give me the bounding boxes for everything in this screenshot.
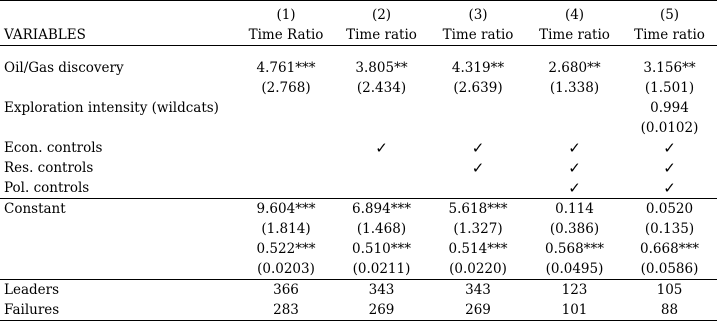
coefficient-cell: 0.514*** (448, 241, 508, 257)
checkmark-icon: ✓ (527, 178, 622, 199)
header-numbers-row (0, 1, 717, 26)
table-row (0, 219, 717, 239)
table-row (0, 58, 717, 78)
checkmark-icon: ✓ (471, 139, 485, 157)
checkmark-icon: ✓ (568, 159, 581, 177)
standard-error-cell: (0.135) (644, 221, 695, 237)
count-cell: 101 (527, 300, 622, 321)
header-labels-row (0, 25, 717, 46)
coefficient-cell: 0.568*** (545, 241, 604, 257)
count-cell: 88 (622, 300, 717, 321)
standard-error-cell (334, 118, 429, 138)
checkmark-icon (238, 178, 334, 199)
standard-error-cell: (1.501) (644, 80, 695, 96)
checkmark-icon (429, 178, 527, 199)
count-cell: 283 (238, 300, 334, 321)
count-cell: 269 (334, 300, 429, 321)
coefficient-cell (334, 98, 429, 118)
standard-error-cell: (1.468) (356, 221, 407, 237)
standard-error-cell (527, 118, 622, 138)
standard-error-cell: (2.768) (261, 80, 311, 96)
checkmark-icon: ✓ (663, 139, 676, 157)
table-row (0, 259, 717, 280)
count-cell: 343 (465, 282, 491, 298)
table-row (0, 158, 717, 178)
standard-error-cell: (0.386) (549, 221, 600, 237)
variables-header: VARIABLES (0, 25, 238, 46)
count-cell: 123 (561, 282, 588, 298)
row-label: Constant (4, 201, 66, 217)
column-number: (2) (334, 1, 429, 26)
spacer-row (0, 46, 717, 59)
column-label: Time ratio (334, 25, 429, 46)
row-label: Econ. controls (4, 140, 103, 156)
column-label: Time Ratio (238, 25, 334, 46)
coefficient-cell: 3.805** (355, 60, 408, 76)
row-label: Leaders (4, 282, 60, 298)
coefficient-cell: 0.522*** (256, 241, 316, 257)
column-number: (4) (527, 1, 622, 26)
checkmark-icon: ✓ (622, 178, 717, 199)
row-label (0, 239, 238, 259)
standard-error-cell: (0.0220) (429, 259, 527, 280)
header-blank (0, 1, 238, 26)
row-label: Oil/Gas discovery (4, 60, 124, 76)
coefficient-cell (527, 98, 622, 118)
coefficient-cell: 5.618*** (448, 201, 508, 217)
standard-error-cell: (1.814) (261, 221, 311, 237)
count-cell: 105 (656, 282, 683, 298)
column-number: (1) (238, 1, 334, 26)
standard-error-cell: (0.0102) (640, 120, 699, 136)
checkmark-icon (334, 178, 429, 199)
standard-error-cell (429, 118, 527, 138)
coefficient-cell: 3.156** (643, 60, 696, 76)
row-label: Pol. controls (0, 178, 238, 199)
standard-error-cell: (0.0495) (527, 259, 622, 280)
table-row (0, 178, 717, 199)
standard-error-cell: (2.639) (453, 80, 503, 96)
coefficient-cell: 6.894*** (352, 201, 411, 217)
table-row (0, 78, 717, 98)
standard-error-cell: (0.0211) (334, 259, 429, 280)
column-number: (5) (622, 1, 717, 26)
standard-error-cell: (2.434) (356, 80, 407, 96)
coefficient-cell (238, 98, 334, 118)
coefficient-cell: 0.668*** (640, 241, 699, 257)
standard-error-cell: (0.0203) (238, 259, 334, 280)
standard-error-cell (238, 118, 334, 138)
coefficient-cell: 4.761*** (256, 60, 316, 76)
column-label: Time ratio (527, 25, 622, 46)
column-number: (3) (429, 1, 527, 26)
checkmark-icon: ✓ (568, 139, 581, 157)
column-label: Time ratio (622, 25, 717, 46)
count-cell: 269 (429, 300, 527, 321)
coefficient-cell: 0.0520 (645, 201, 694, 217)
checkmark-icon (238, 138, 334, 158)
count-cell: 366 (273, 282, 299, 298)
table-row (0, 239, 717, 259)
table-row (0, 280, 717, 301)
standard-error-cell: (1.338) (549, 80, 600, 96)
checkmark-icon: ✓ (471, 159, 485, 177)
row-label: Failures (0, 300, 238, 321)
coefficient-cell: 0.510*** (352, 241, 411, 257)
coefficient-cell: 0.994 (650, 100, 689, 116)
column-label: Time ratio (429, 25, 527, 46)
table-row (0, 118, 717, 138)
standard-error-cell: (1.327) (453, 221, 503, 237)
coefficient-cell: 9.604*** (256, 201, 316, 217)
checkmark-icon (334, 158, 429, 178)
checkmark-icon: ✓ (375, 139, 388, 157)
table-row (0, 138, 717, 158)
count-cell: 343 (368, 282, 395, 298)
row-label: Res. controls (4, 160, 94, 176)
checkmark-icon: ✓ (663, 159, 676, 177)
checkmark-icon (238, 158, 334, 178)
coefficient-cell: 4.319** (451, 60, 505, 76)
table-row (0, 199, 717, 220)
table-row (0, 98, 717, 118)
coefficient-cell (429, 98, 527, 118)
coefficient-cell: 2.680** (548, 60, 601, 76)
row-label: Exploration intensity (wildcats) (4, 100, 219, 116)
coefficient-cell: 0.114 (555, 201, 594, 217)
standard-error-cell: (0.0586) (622, 259, 717, 280)
table-row (0, 300, 717, 321)
